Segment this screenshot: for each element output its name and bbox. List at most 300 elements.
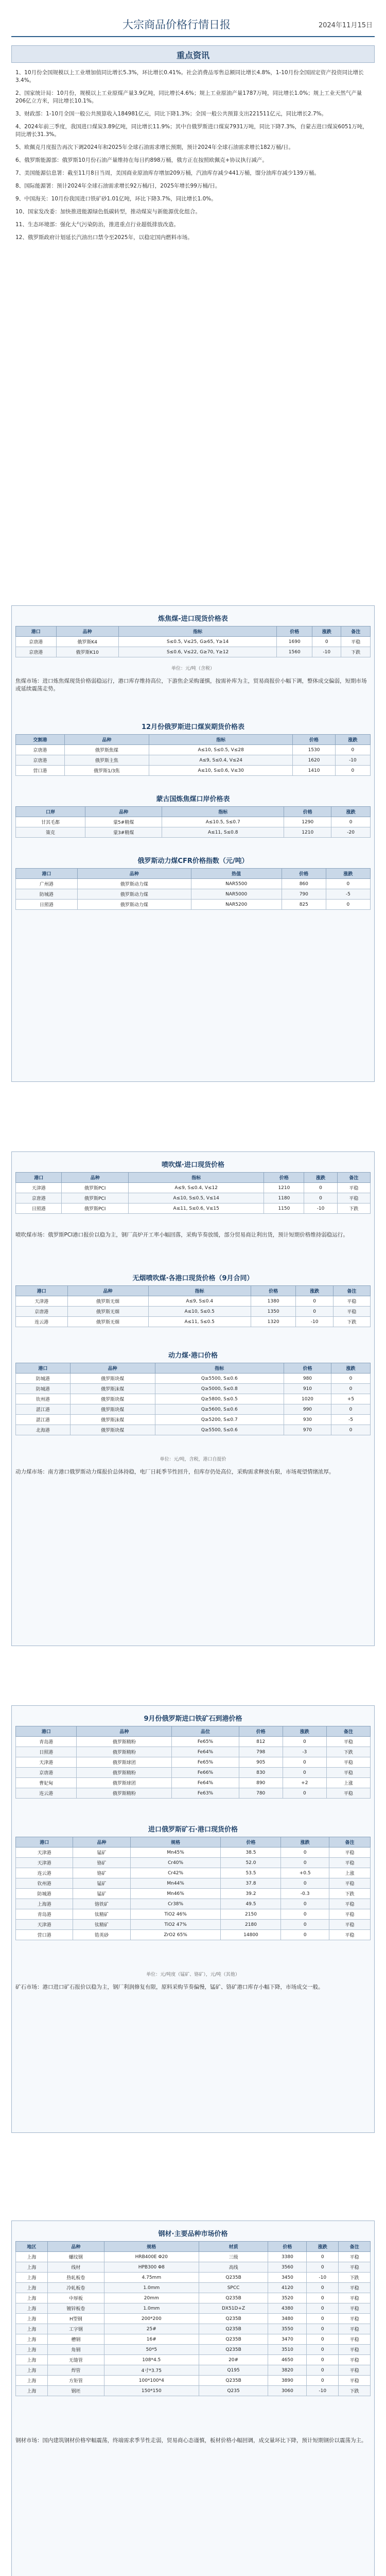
cell: 0	[307, 2334, 339, 2345]
cell: 上海	[16, 2283, 48, 2293]
cell: 俄罗斯沫煤	[70, 1384, 155, 1394]
cell: 0	[307, 2355, 339, 2365]
cell: 0	[281, 1848, 329, 1858]
cell: 上海	[16, 2252, 48, 2262]
cell: 上涨	[326, 1778, 370, 1788]
cell: 108*4.5	[104, 2355, 199, 2365]
cell: 3480	[268, 2314, 307, 2324]
col-header: 价格	[264, 1173, 304, 1183]
cell: Cr40%	[130, 1858, 221, 1868]
cell: Cr38%	[130, 1899, 221, 1909]
table-row	[16, 1930, 371, 1940]
cell: 0	[307, 2303, 339, 2314]
cell: 0	[307, 2365, 339, 2376]
cell: 970	[284, 1425, 331, 1435]
news-item: 5、欧佩克月度报告再次下调2024年和2025年全球石油需求增长预期，预计2024年全球石油需求增长182万桶/日。	[15, 144, 294, 150]
cell: 俄罗斯块煤	[70, 1425, 155, 1435]
table-row	[16, 2293, 371, 2303]
cell: 798	[239, 1747, 283, 1757]
cell: 37.8	[221, 1878, 281, 1889]
cell: 0	[296, 1307, 333, 1317]
cell: 平稳	[326, 1757, 370, 1768]
cell: 下跌	[333, 1317, 370, 1327]
col-header: 价格	[268, 2242, 307, 2252]
table-row	[16, 2386, 371, 2396]
cell: 0	[331, 1404, 371, 1415]
col-header: 港口	[16, 1837, 73, 1848]
cell: 0	[331, 1374, 371, 1384]
cell: 钦州港	[16, 1878, 73, 1889]
cell: Q≥5800, S≤0.5	[155, 1394, 284, 1404]
col-header: 港口	[16, 626, 57, 637]
cell: 790	[282, 889, 326, 900]
cell: A≤9, S≤0.4	[148, 1296, 251, 1307]
cell: 策克	[16, 827, 85, 838]
col-header: 港口	[16, 1173, 62, 1183]
cell: -5	[326, 889, 370, 900]
cell: 平稳	[329, 1878, 370, 1889]
cell: 0	[283, 1757, 326, 1768]
cell: Q235B	[199, 2314, 268, 2324]
col-header: 涨跌	[312, 626, 341, 637]
cell: A≤10, S≤0.5, V≤28	[149, 745, 293, 755]
cell: 上海	[16, 2355, 48, 2365]
cell: 0	[331, 1384, 371, 1394]
cell: 京唐港	[16, 1193, 62, 1204]
cell: 100*100*4	[104, 2376, 199, 2386]
table-row	[16, 1889, 371, 1899]
cell: NAR5000	[191, 889, 282, 900]
cell: 1320	[251, 1317, 296, 1327]
cell: A≤11, S≤0.6, V≤15	[128, 1204, 264, 1214]
col-header: 指标	[118, 626, 277, 637]
col-header: 品种	[62, 1173, 129, 1183]
cell: 俄罗斯PCI	[62, 1204, 129, 1214]
table-row	[16, 766, 371, 776]
cell: 下跌	[329, 1889, 370, 1899]
cell: A≤9, S≤0.4, V≤24	[149, 755, 293, 766]
col-header: 价格	[284, 1363, 331, 1374]
news-item: 9、中国海关：10月份我国进口铁矿砂1.01亿吨，环比下降3.7%，同比增长1.0%。	[15, 196, 217, 202]
cell: Q≥5200, S≤0.7	[155, 1415, 284, 1425]
cell: 0	[335, 766, 370, 776]
cell: 0	[307, 2293, 339, 2303]
cell: H型钢	[47, 2314, 104, 2324]
table-row	[16, 1394, 371, 1404]
cell: 平稳	[326, 1737, 370, 1747]
cell: 曹妃甸	[16, 1778, 77, 1788]
coal-steam-title: 俄罗斯动力煤CFR价格指数（元/吨）	[137, 857, 249, 865]
col-header: 口岸	[16, 807, 85, 817]
col-header: 品种	[77, 869, 191, 879]
cell: 0	[307, 2262, 339, 2273]
coal-import-note: 单位：元/吨（含税）	[171, 666, 215, 671]
col-header: 热值	[191, 869, 282, 879]
cell: 0	[331, 817, 371, 827]
cell: 1180	[264, 1193, 304, 1204]
cell: 平稳	[337, 1183, 370, 1193]
cell: 俄罗斯球团	[77, 1778, 172, 1788]
lump-note: 单位：元/吨，含税，港口自提价	[160, 1457, 226, 1462]
col-header: 地区	[16, 2242, 48, 2252]
cell: HPB300 Φ8	[104, 2262, 199, 2273]
report-date: 2024年11月15日	[318, 22, 373, 29]
table-row	[16, 1193, 371, 1204]
cell: 3890	[268, 2376, 307, 2386]
cell: 0	[281, 1878, 329, 1889]
cell: 3060	[268, 2386, 307, 2396]
cell: 平稳	[339, 2355, 371, 2365]
col-header: 备注	[337, 1173, 370, 1183]
cell: 3470	[268, 2334, 307, 2345]
cell: 16#	[104, 2334, 199, 2345]
col-header: 备注	[329, 1837, 370, 1848]
cell: 3560	[268, 2262, 307, 2273]
col-header: 价格	[282, 869, 326, 879]
cell: 0	[281, 1858, 329, 1868]
col-header: 涨跌	[326, 869, 370, 879]
cell: 上海	[16, 2303, 48, 2314]
table-row	[16, 1768, 371, 1778]
cell: 平稳	[329, 1909, 370, 1920]
cell: 910	[284, 1384, 331, 1394]
news-item: 12、俄罗斯政府计划延长汽油出口禁令至2025年，以稳定国内燃料市场。	[15, 234, 193, 241]
col-header: 备注	[341, 626, 371, 637]
table-row	[16, 1747, 371, 1757]
table-row	[16, 1899, 371, 1909]
cell: A≤10.5, S≤0.7	[162, 817, 284, 827]
cell: Q235	[199, 2386, 268, 2396]
table-row	[16, 2303, 371, 2314]
col-header: 品种	[67, 1286, 148, 1296]
table-row	[16, 2252, 371, 2262]
col-header: 规格	[104, 2242, 199, 2252]
cell: 俄罗斯无烟	[67, 1317, 148, 1327]
cell: -10	[335, 755, 370, 766]
cell: 角钢	[47, 2345, 104, 2355]
cell: 钛精矿	[73, 1909, 130, 1920]
anthracite-title: 无烟喷吹煤·各港口现货价格（9月合同）	[132, 1275, 254, 1282]
news-item: 1、10月份全国规模以上工业增加值同比增长5.3%，环比增长0.41%。社会消费品零售总额同比增长4.8%，1-10月份全国固定资产投资同比增长3.4%。	[15, 70, 364, 83]
ore-title: 9月份俄罗斯进口铁矿石到港价格	[144, 1715, 242, 1723]
cell: 平稳	[329, 1848, 370, 1858]
cell: 天津港	[16, 1858, 73, 1868]
cell: 天津港	[16, 1848, 73, 1858]
cell: -20	[331, 827, 371, 838]
cell: 下跌	[339, 2386, 371, 2396]
cell: 俄罗斯块煤	[70, 1404, 155, 1415]
cell: 200*200	[104, 2314, 199, 2324]
cell: 锰矿	[73, 1848, 130, 1858]
col-header: 价格	[293, 735, 336, 745]
cell: 锰矿	[73, 1889, 130, 1899]
cell: 1020	[284, 1394, 331, 1404]
cell: 0	[304, 1183, 337, 1193]
cell: 平稳	[333, 1296, 370, 1307]
cell: 1560	[277, 647, 312, 657]
cell: 营口港	[16, 1930, 73, 1940]
coal-ru-table	[15, 734, 371, 776]
col-header: 港口	[16, 1726, 77, 1737]
cell: 平稳	[326, 1788, 370, 1799]
cell: 俄罗斯PCI	[62, 1183, 129, 1193]
col-header: 港口	[16, 869, 78, 879]
cell: 平稳	[337, 1193, 370, 1204]
cell: 990	[284, 1404, 331, 1415]
cell: 俄罗斯块煤	[70, 1374, 155, 1384]
table-row	[16, 1204, 371, 1214]
cell: Q235B	[199, 2273, 268, 2283]
cell: 俄罗斯球团	[77, 1757, 172, 1768]
cell: 俄罗斯K4	[56, 637, 118, 647]
cell: 0	[281, 1899, 329, 1909]
cell: 1620	[293, 755, 336, 766]
col-header: 备注	[333, 1286, 370, 1296]
cell: 防城港	[16, 1889, 73, 1899]
cell: 上海	[16, 2324, 48, 2334]
cell: 平稳	[333, 1307, 370, 1317]
col-header: 备注	[326, 1726, 370, 1737]
col-header: 指标	[148, 1286, 251, 1296]
cell: 上海	[16, 2386, 48, 2396]
cell: 镀锌板卷	[47, 2303, 104, 2314]
cell: 中厚板	[47, 2293, 104, 2303]
table-row	[16, 1307, 371, 1317]
cell: 俄罗斯无烟	[67, 1296, 148, 1307]
table-row	[16, 1858, 371, 1868]
cell: 天津港	[16, 1296, 68, 1307]
cell: 780	[239, 1788, 283, 1799]
cell: 上海	[16, 2293, 48, 2303]
cell: 北海港	[16, 1425, 71, 1435]
cell: 上海	[16, 2314, 48, 2324]
lump-table	[15, 1363, 371, 1435]
cell: 下跌	[339, 2273, 371, 2283]
cell: 日照港	[16, 1204, 62, 1214]
col-header: 涨跌	[331, 807, 371, 817]
table-row	[16, 1920, 371, 1930]
coal-panel	[11, 605, 375, 1082]
cell: 俄罗斯精粉	[77, 1747, 172, 1757]
lump-title: 动力煤·港口价格	[168, 1352, 218, 1360]
cell: Q≥5000, S≤0.8	[155, 1384, 284, 1394]
col-header: 港口	[16, 1363, 71, 1374]
cell: 俄罗斯精粉	[77, 1768, 172, 1778]
cell: Q235B	[199, 2293, 268, 2303]
table-row	[16, 1317, 371, 1327]
cell: 俄罗斯块煤	[70, 1394, 155, 1404]
table-row	[16, 1788, 371, 1799]
cell: +2	[283, 1778, 326, 1788]
table-row	[16, 2355, 371, 2365]
cell: Q235B	[199, 2345, 268, 2355]
cell: 连云港	[16, 1868, 73, 1878]
pci-para: 喷吹煤市场：俄罗斯PCI港口报价以稳为主，钢厂高炉开工率小幅回落，采购节奏放缓，部分贸易商让利出货，预计短期价格维持弱稳运行。	[15, 1232, 348, 1238]
table-row	[16, 817, 371, 827]
cell: 49.5	[221, 1899, 281, 1909]
news-list	[15, 69, 371, 247]
col-header: 价格	[277, 626, 312, 637]
cell: -10	[312, 647, 341, 657]
cell: 俄罗斯精粉	[77, 1737, 172, 1747]
cell: 三级	[199, 2252, 268, 2262]
cell: 平稳	[329, 1899, 370, 1909]
cell: Mn44%	[130, 1878, 221, 1889]
cell: NAR5500	[191, 879, 282, 889]
cell: 4.75mm	[104, 2273, 199, 2283]
table-row	[16, 1878, 371, 1889]
cell: 1210	[264, 1183, 304, 1193]
cell: 812	[239, 1737, 283, 1747]
cell: 上海	[16, 2376, 48, 2386]
cell: -0.3	[281, 1889, 329, 1899]
cell: 860	[282, 879, 326, 889]
table-row	[16, 1757, 371, 1768]
cell: 无缝管	[47, 2355, 104, 2365]
cell: 3820	[268, 2365, 307, 2376]
cell: Q235B	[199, 2334, 268, 2345]
table-row	[16, 1415, 371, 1425]
cell: 150*150	[104, 2386, 199, 2396]
cell: 京唐港	[16, 647, 57, 657]
cell: 俄罗斯动力煤	[77, 889, 191, 900]
cell: 平稳	[339, 2303, 371, 2314]
table-row	[16, 1909, 371, 1920]
cell: 平稳	[339, 2252, 371, 2262]
ore-para: 矿石市场：港口进口矿石报价以稳为主，钢厂利润修复有限，原料采购节奏偏慢，锰矿、铬矿港口库存小幅下降，市场成交一般。	[15, 1984, 324, 1990]
cell: 0	[331, 1425, 371, 1435]
coal-import-table	[15, 626, 371, 657]
cell: Q≥5600, S≤0.6	[155, 1404, 284, 1415]
table-row	[16, 2334, 371, 2345]
cell: 1210	[284, 827, 331, 838]
news-band-title: 重点资讯	[176, 50, 209, 60]
cell: 线材	[47, 2262, 104, 2273]
cell: 平稳	[339, 2293, 371, 2303]
cell: Fe65%	[172, 1757, 239, 1768]
cell: 防城港	[16, 889, 78, 900]
cell: Fe63%	[172, 1788, 239, 1799]
cell: 青岛港	[16, 1909, 73, 1920]
cell: 平稳	[329, 1858, 370, 1868]
col-header: 价格	[221, 1837, 281, 1848]
news-item: 8、国际能源署：预计2024年全球石油需求增长92万桶/日，2025年增长99万桶/日。	[15, 183, 221, 189]
cell: Fe66%	[172, 1768, 239, 1778]
cell: 俄罗斯主焦	[64, 755, 149, 766]
cell: 0	[307, 2252, 339, 2262]
cell: 3510	[268, 2345, 307, 2355]
cell: 京唐港	[16, 755, 65, 766]
news-item: 10、国家发改委：加快推进能源绿色低碳转型，推动煤炭与新能源优化组合。	[15, 209, 201, 215]
coal-import-title: 炼焦煤-进口现货价格表	[158, 615, 228, 623]
cell: 980	[284, 1374, 331, 1384]
cell: 平稳	[339, 2365, 371, 2376]
cell: 53.5	[221, 1868, 281, 1878]
cell: 天津港	[16, 1920, 73, 1930]
col-header: 价格	[251, 1286, 296, 1296]
table-row	[16, 2376, 371, 2386]
cell: -3	[283, 1747, 326, 1757]
cell: 上海	[16, 2262, 48, 2273]
cell: 青岛港	[16, 1737, 77, 1747]
cell: -10	[307, 2273, 339, 2283]
cell: 螺纹钢	[47, 2252, 104, 2262]
cell: 日照港	[16, 900, 78, 910]
table-row	[16, 2283, 371, 2293]
cell: 平稳	[339, 2314, 371, 2324]
cell: 俄罗斯动力煤	[77, 900, 191, 910]
cell: 京唐港	[16, 637, 57, 647]
cell: 20#	[199, 2355, 268, 2365]
cell: Cr42%	[130, 1868, 221, 1878]
cell: 1530	[293, 745, 336, 755]
cell: 上涨	[329, 1868, 370, 1878]
cell: 52.0	[221, 1858, 281, 1868]
cell: 0	[283, 1768, 326, 1778]
coal-mn-table	[15, 806, 371, 838]
cell: 1380	[251, 1296, 296, 1307]
table-row	[16, 745, 371, 755]
cell: 平稳	[339, 2334, 371, 2345]
col-header: 指标	[162, 807, 284, 817]
col-header: 价格	[284, 807, 331, 817]
ore-import-table	[15, 1837, 371, 1940]
cell: A≤11, S≤0.5	[148, 1317, 251, 1327]
cell: 0	[307, 2345, 339, 2355]
coal-ru-title: 12月份俄罗斯进口煤炭期货价格表	[141, 723, 245, 731]
cell: 0	[326, 900, 370, 910]
cell: 平稳	[339, 2262, 371, 2273]
cell: 平稳	[339, 2345, 371, 2355]
cell: 2180	[221, 1920, 281, 1930]
news-item: 3、财政部：1-10月全国一般公共预算收入184981亿元，同比下降1.3%；全国一般公共预算支出221511亿元，同比增长2.7%。	[15, 111, 327, 117]
cell: Fe64%	[172, 1747, 239, 1757]
cell: 俄罗斯K10	[56, 647, 118, 657]
cell: Mn46%	[130, 1889, 221, 1899]
cell: A≤9, S≤0.4, V≤12	[128, 1183, 264, 1193]
table-row	[16, 1183, 371, 1193]
table-row	[16, 1425, 371, 1435]
table-row	[16, 2273, 371, 2283]
cell: 连云港	[16, 1317, 68, 1327]
cell: Fe64%	[172, 1778, 239, 1788]
cell: -10	[307, 2386, 339, 2396]
col-header: 涨跌	[307, 2242, 339, 2252]
coal-mn-title: 蒙古国炼焦煤口岸价格表	[156, 795, 230, 803]
cell: 俄罗斯无烟	[67, 1307, 148, 1317]
cell: 平稳	[339, 2376, 371, 2386]
cell: 0	[326, 879, 370, 889]
cell: -10	[296, 1317, 333, 1327]
cell: 25#	[104, 2324, 199, 2334]
cell: 天津港	[16, 1183, 62, 1193]
table-row	[16, 1778, 371, 1788]
cell: 俄罗斯PCI	[62, 1193, 129, 1204]
col-header: 涨跌	[304, 1173, 337, 1183]
cell: 1410	[293, 766, 336, 776]
cell: 0	[283, 1737, 326, 1747]
cell: 天津港	[16, 1757, 77, 1768]
cell: NAR5200	[191, 900, 282, 910]
coal-para: 焦煤市场：进口炼焦煤现货价格弱稳运行，港口库存维持高位，下游焦企采购谨慎，按需补库为主，贸易商报价小幅下调，整体成交偏弱，短期市场或延续震荡走势。	[15, 678, 367, 692]
cell: 焊管	[47, 2365, 104, 2376]
cell: 4380	[268, 2303, 307, 2314]
table-row	[16, 637, 371, 647]
news-band	[11, 45, 375, 63]
cell: 905	[239, 1757, 283, 1768]
cell: 平稳	[329, 1920, 370, 1930]
col-header: 涨跌	[331, 1363, 371, 1374]
